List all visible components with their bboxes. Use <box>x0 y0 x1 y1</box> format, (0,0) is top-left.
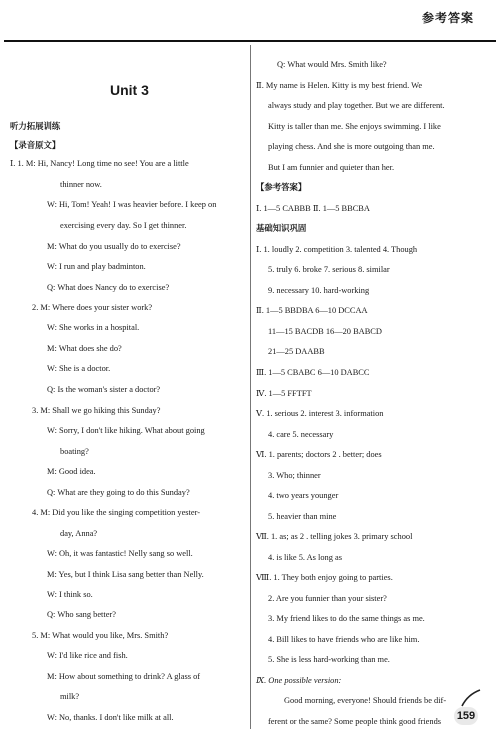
section-title-listening: 听力拓展训练 <box>10 121 61 131</box>
header-rule <box>4 40 496 42</box>
transcript-line: M: What do you usually do to exercise? <box>47 242 181 251</box>
transcript-line: 5. M: What would you like, Mrs. Smith? <box>32 631 169 640</box>
answer-line: 4. two years younger <box>268 491 339 500</box>
answer-line: Ⅸ. One possible version: <box>256 676 342 685</box>
answer-line: Ⅳ. 1—5 FFTFT <box>256 389 312 398</box>
answer-line: 3. My friend likes to do the same things as me. <box>268 614 425 623</box>
transcript-line: W: Oh, it was fantastic! Nelly sang so well. <box>47 549 193 558</box>
transcript-line: W: She works in a hospital. <box>47 323 140 332</box>
transcript-line: Q: Who sang better? <box>47 610 116 619</box>
page-number: 159 <box>454 707 478 725</box>
answer-line: Ⅷ. 1. They both enjoy going to parties. <box>256 573 393 582</box>
transcript-line: M: How about something to drink? A glass of <box>47 672 201 681</box>
transcript-line: always study and play together. But we are different. <box>268 101 445 110</box>
transcript-line: 4. M: Did you like the singing competition yester- <box>32 508 201 517</box>
transcript-line: 3. M: Shall we go hiking this Sunday? <box>32 406 161 415</box>
answer-line: Ⅰ. 1. loudly 2. competition 3. talented 4. Though <box>256 245 418 254</box>
answer-line: Ⅰ. 1—5 CABBB Ⅱ. 1—5 BBCBA <box>256 204 370 213</box>
header-title: 参考答案 <box>421 11 474 25</box>
transcript-line: M: Good idea. <box>47 467 96 476</box>
transcript-line: W: She is a doctor. <box>47 364 111 373</box>
answer-line: 5. truly 6. broke 7. serious 8. similar <box>268 265 390 274</box>
transcript-line: day, Anna? <box>60 529 98 538</box>
transcript-line: exercising every day. So I get thinner. <box>60 221 187 230</box>
answer-line: Ⅲ. 1—5 CBABC 6—10 DABCC <box>256 368 370 377</box>
transcript-line: W: I run and play badminton. <box>47 262 146 271</box>
answer-line: 9. necessary 10. hard-working <box>268 286 370 295</box>
answer-line: 21—25 DAABB <box>268 347 325 356</box>
transcript-line: 2. M: Where does your sister work? <box>32 303 153 312</box>
transcript-line: W: Hi, Tom! Yeah! I was heavier before. I keep on <box>47 200 217 209</box>
subsection-title-transcript: 【录音原文】 <box>10 140 61 150</box>
transcript-line: playing chess. And she is more outgoing than me. <box>268 142 435 151</box>
page-corner-swoosh-icon <box>460 688 482 708</box>
answer-line: 5. She is less hard-working than me. <box>268 655 390 664</box>
answer-line: Ⅶ. 1. as; as 2 . telling jokes 3. primary school <box>256 532 413 541</box>
transcript-line: boating? <box>60 447 89 456</box>
answer-line: 4. care 5. necessary <box>268 430 334 439</box>
transcript-line: W: I think so. <box>47 590 93 599</box>
transcript-line: W: No, thanks. I don't like milk at all. <box>47 713 174 722</box>
unit-title: Unit 3 <box>110 82 149 98</box>
transcript-line: But I am funnier and quieter than her. <box>268 163 395 172</box>
transcript-line: milk? <box>60 692 80 701</box>
answer-title: 【参考答案】 <box>256 182 307 192</box>
transcript-line: M: What does she do? <box>47 344 122 353</box>
answer-line: 4. Bill likes to have friends who are like him. <box>268 635 420 644</box>
essay-line: ferent or the same? Some people think good friends <box>268 717 442 726</box>
column-divider <box>250 45 251 729</box>
answer-line: 5. heavier than mine <box>268 512 337 521</box>
transcript-line: Q: What are they going to do this Sunday? <box>47 488 190 497</box>
transcript-line: Q: Is the woman's sister a doctor? <box>47 385 161 394</box>
transcript-line: Ⅱ. My name is Helen. Kitty is my best friend. We <box>256 81 423 90</box>
answer-line: 4. is like 5. As long as <box>268 553 342 562</box>
answer-line: Ⅴ. 1. serious 2. interest 3. information <box>256 409 384 418</box>
transcript-line: thinner now. <box>60 180 102 189</box>
answer-line: 2. Are you funnier than your sister? <box>268 594 387 603</box>
transcript-line: W: I'd like rice and fish. <box>47 651 128 660</box>
essay-line: Good morning, everyone! Should friends be dif- <box>284 696 447 705</box>
answer-line: Ⅵ. 1. parents; doctors 2 . better; does <box>256 450 382 459</box>
answer-line: Ⅱ. 1—5 BBDBA 6—10 DCCAA <box>256 306 368 315</box>
answer-line: 11—15 BACDB 16—20 BABCD <box>268 327 382 336</box>
basics-title: 基础知识巩固 <box>256 223 307 233</box>
transcript-line: Q: What does Nancy do to exercise? <box>47 283 170 292</box>
answer-line: 3. Who; thinner <box>268 471 321 480</box>
transcript-line: Kitty is taller than me. She enjoys swimming. I like <box>268 122 441 131</box>
transcript-line: Ⅰ. 1. M: Hi, Nancy! Long time no see! You are a little <box>10 159 189 168</box>
transcript-line: Q: What would Mrs. Smith like? <box>277 60 387 69</box>
transcript-line: M: Yes, but I think Lisa sang better than Nelly. <box>47 570 204 579</box>
transcript-line: W: Sorry, I don't like hiking. What about going <box>47 426 205 435</box>
